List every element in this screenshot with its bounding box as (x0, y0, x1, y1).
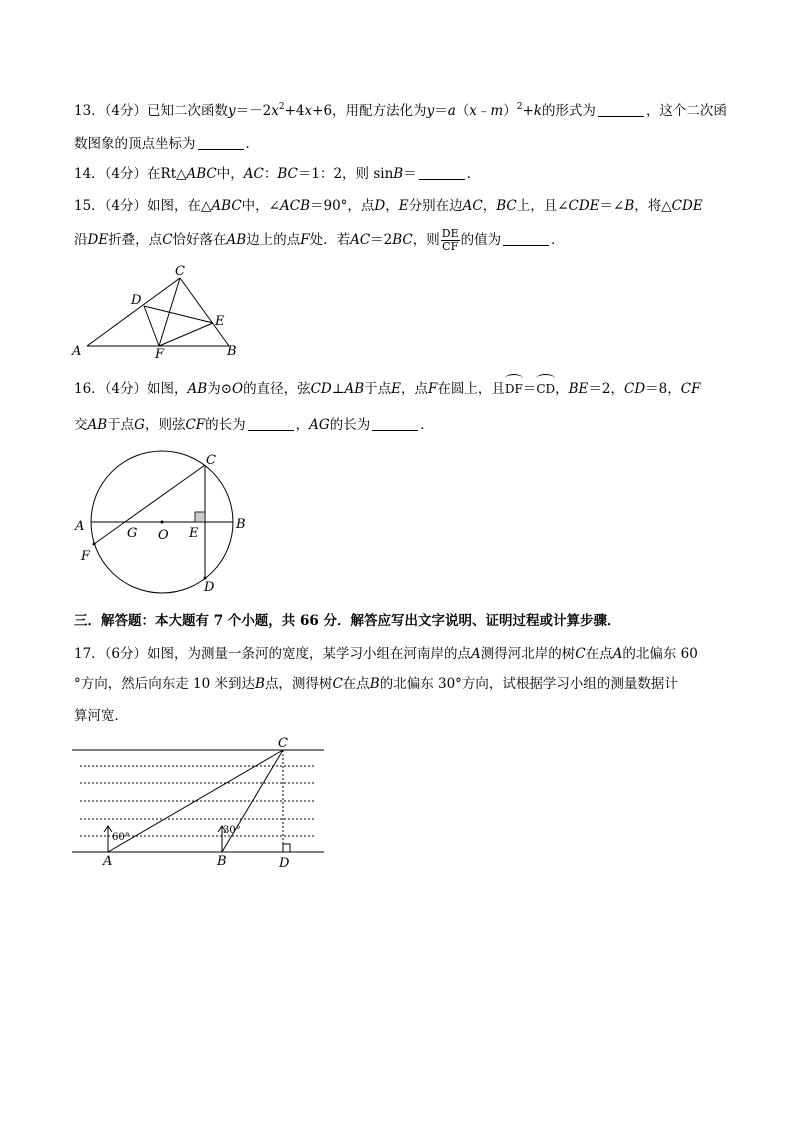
label-c: C (175, 264, 185, 279)
label-a: A (75, 519, 85, 534)
q16-line1: 16．（4分）如图，AB为⊙O的直径，弦CD⊥AB于点E，点F在圆上，且DF＝CD，BE＝2，CD＝8，CF (74, 381, 701, 397)
answer-blank[interactable] (503, 231, 549, 246)
answer-blank[interactable] (598, 102, 644, 117)
label-o: O (158, 528, 169, 543)
q17-line3: 算河宽． (74, 708, 128, 724)
label-c: C (206, 453, 216, 468)
label-a: A (103, 854, 113, 869)
q17-figure (70, 735, 330, 870)
label-d: D (279, 856, 290, 871)
label-g: G (127, 526, 138, 541)
label-e: E (189, 526, 199, 541)
answer-blank[interactable] (372, 416, 418, 431)
angle-60-label: 60° (112, 832, 130, 843)
label-a: A (72, 344, 82, 359)
label-c: C (278, 736, 288, 751)
q13-line2: 数图象的顶点坐标为 ． (74, 136, 259, 152)
answer-blank[interactable] (248, 416, 294, 431)
arc-df: DF (505, 379, 523, 399)
label-f: F (155, 347, 165, 362)
q17-line2: °方向，然后向东走 10 米到达B点，测得树C在点B的北偏东 30°方向，试根据学习小组的测量数据计 (74, 676, 678, 692)
q15-line2: 沿DE折叠，点C恰好落在AB边上的点F处．若AC＝2BC，则 $\frac{DE}{CF}$ 的值为 ． (74, 227, 565, 253)
q17-line1: 17．（6分）如图，为测量一条河的宽度，某学习小组在河南岸的点A测得河北岸的树C在点A的北偏东 60 (74, 646, 698, 662)
q16-figure (70, 450, 260, 600)
label-b: B (227, 344, 237, 359)
section-3-heading: 三．解答题：本大题有 7 个小题，共 66 分．解答应写出文字说明、证明过程或计算步骤． (74, 613, 621, 629)
arc-cd: CD (536, 379, 555, 399)
q14-line1: 14．（4分）在Rt△ABC中，AC：BC＝1：2，则 sinB＝ ． (74, 166, 481, 182)
q15-line1: 15．（4分）如图，在△ABC中，∠ACB＝90°，点D，E分别在边AC，BC上，且∠CDE＝∠B，将△CDE (74, 198, 703, 214)
q15-figure (70, 260, 250, 360)
answer-blank[interactable] (198, 135, 244, 150)
q16-line2: 交AB于点G，则弦CF的长为 ，AG的长为 ． (74, 417, 434, 433)
label-e: E (215, 314, 225, 329)
label-b: B (217, 854, 227, 869)
label-d: D (131, 293, 142, 308)
angle-30-label: 30° (223, 825, 241, 836)
fraction-de-cf: $\frac{DE}{CF}$ (441, 227, 459, 253)
label-f: F (81, 549, 91, 564)
answer-blank[interactable] (419, 165, 465, 180)
label-b: B (236, 517, 246, 532)
q13-line1: 13．（4分）已知二次函数$y=-2x^2+4x+6$，用配方法化为y＝a（x﹣m）$^2$+k的形式为 ，这个二次函 (74, 102, 727, 119)
label-d: D (204, 580, 215, 595)
